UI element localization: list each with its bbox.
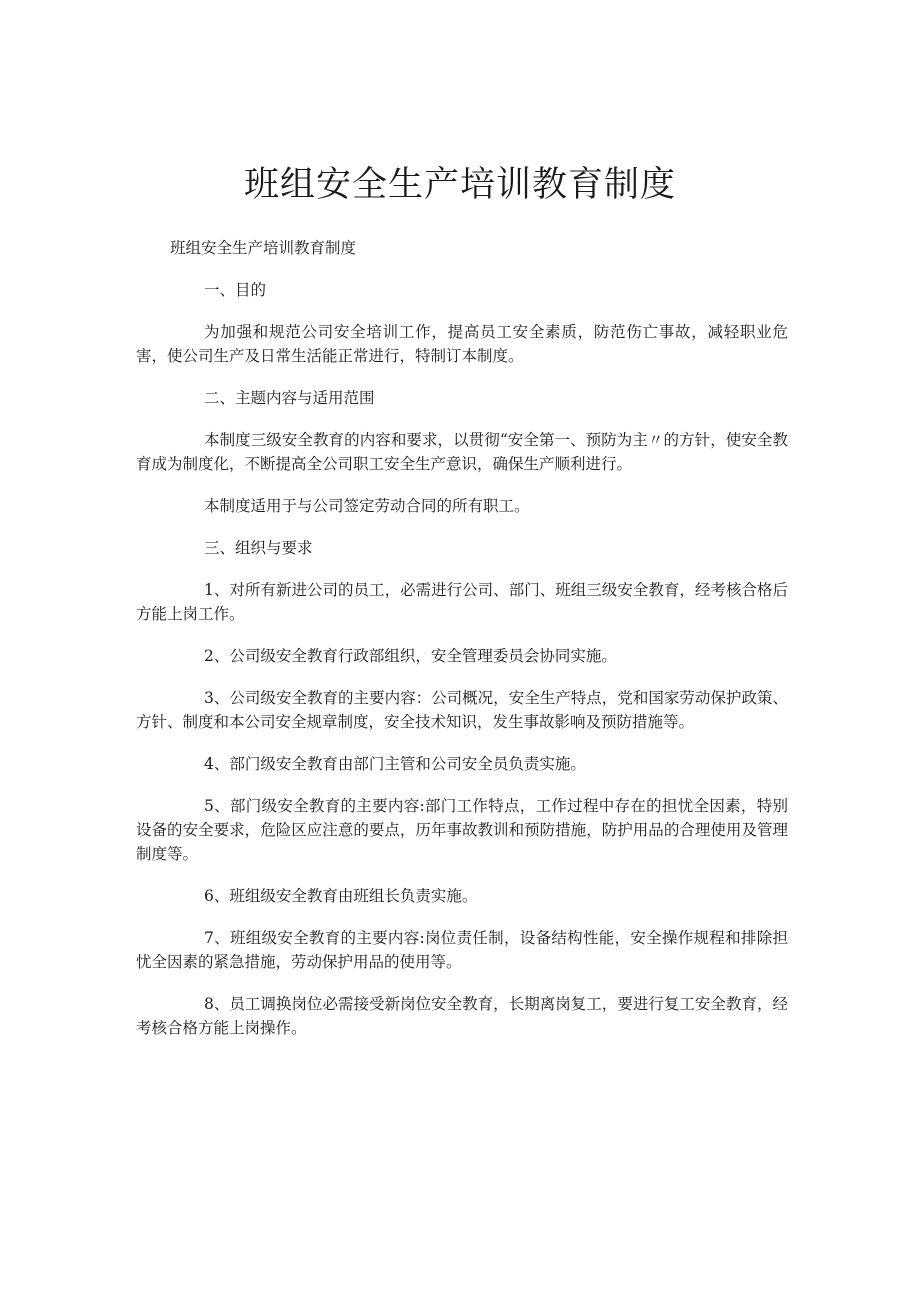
document-body xyxy=(136,236,788,1058)
section-heading-purpose: 一、目的 xyxy=(204,281,267,299)
list-item: 1、对所有新进公司的员工，必需进行公司、部门、班组三级安全教育，经考核合格后方能上岗工作。 xyxy=(136,581,788,623)
list-item: 7、班组级安全教育的主要内容:岗位责任制，设备结构性能，安全操作规程和排除担忧全因素的紧急措施，劳动保护用品的使用等。 xyxy=(136,929,788,971)
paragraph-scope-applicability: 本制度适用于与公司签定劳动合同的所有职工。 xyxy=(204,497,530,515)
list-item: 6、班组级安全教育由班组长负责实施。 xyxy=(204,887,478,905)
list-item: 4、部门级安全教育由部门主管和公司安全员负责实施。 xyxy=(204,755,586,773)
document-title: 班组安全生产培训教育制度 xyxy=(243,165,676,205)
paragraph-scope-content: 本制度三级安全教育的内容和要求，以贯彻“安全第一、预防为主〃的方针，使安全教育成为制度化，不断提高全公司职工安全生产意识，确保生产顺利进行。 xyxy=(136,431,788,473)
list-item: 3、公司级安全教育的主要内容：公司概况，安全生产特点，党和国家劳动保护政策、方针、制度和本公司安全规章制度，安全技术知识，发生事故影响及预防措施等。 xyxy=(136,689,788,731)
list-item: 5、部门级安全教育的主要内容:部门工作特点，工作过程中存在的担忧全因素，特别设备的安全要求，危险区应注意的要点，历年事故教训和预防措施，防护用品的合理使用及管理制度等。 xyxy=(136,797,788,863)
section-heading-scope: 二、主题内容与适用范围 xyxy=(204,389,375,407)
paragraph-purpose: 为加强和规范公司安全培训工作，提高员工安全素质，防范伤亡事故，减轻职业危害，使公司生产及日常生活能正常进行，特制订本制度。 xyxy=(136,323,788,365)
section-heading-organization: 三、组织与要求 xyxy=(204,539,313,557)
document-subtitle: 班组安全生产培训教育制度 xyxy=(170,239,357,257)
list-item: 2、公司级安全教育行政部组织，安全管理委员会协同实施。 xyxy=(204,647,617,665)
list-item: 8、员工调换岗位必需接受新岗位安全教育，长期离岗复工，要进行复工安全教育，经考核合格方能上岗操作。 xyxy=(136,995,788,1037)
